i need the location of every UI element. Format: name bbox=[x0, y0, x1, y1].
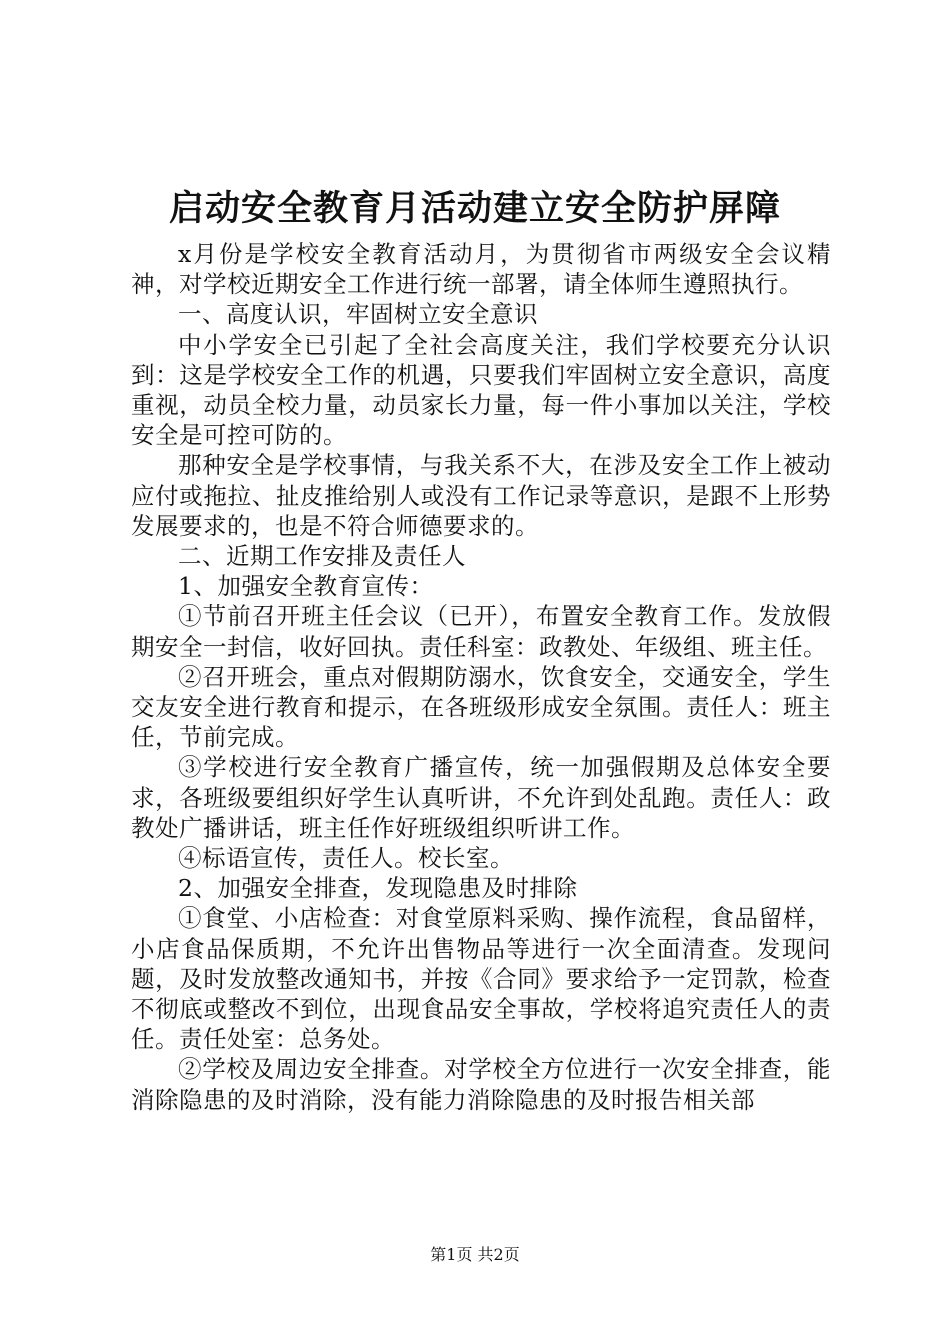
document-title: 启动安全教育月活动建立安全防护屏障 bbox=[168, 188, 781, 229]
list-item: ②学校及周边安全排查。对学校全方位进行一次安全排查，能消除隐患的及时消除，没有能力消除隐患的及时报告相关部 bbox=[131, 1055, 831, 1114]
page-footer: 第1页 共2页 bbox=[430, 1245, 520, 1264]
subsection-heading: 1、加强安全教育宣传： bbox=[178, 572, 434, 601]
section-heading: 二、近期工作安排及责任人 bbox=[178, 542, 466, 571]
paragraph: 那种安全是学校事情，与我关系不大，在涉及安全工作上被动应付或拖拉、扯皮推给别人或没有工作记录等意识，是跟不上形势发展要求的，也是不符合师德要求的。 bbox=[131, 451, 831, 540]
list-item: ①食堂、小店检查：对食堂原料采购、操作流程，食品留样，小店食品保质期，不允许出售物品等进行一次全面清查。发现问题，及时发放整改通知书，并按《合同》要求给予一定罚款，检查不彻底或整改不到位，出现食品安全事故，学校将追究责任人的责任。责任处室：总务处。 bbox=[131, 904, 831, 1054]
list-item: ④标语宣传，责任人。校长室。 bbox=[178, 844, 514, 873]
paragraph: x月份是学校安全教育活动月，为贯彻省市两级安全会议精神，对学校近期安全工作进行统一部署，请全体师生遵照执行。 bbox=[131, 240, 831, 299]
subsection-heading: 2、加强安全排查，发现隐患及时排除 bbox=[178, 874, 578, 903]
document-body bbox=[131, 239, 831, 1115]
list-item: ③学校进行安全教育广播宣传，统一加强假期及总体安全要求，各班级要组织好学生认真听讲，不允许到处乱跑。责任人：政教处广播讲话，班主任作好班级组织听讲工作。 bbox=[131, 753, 831, 842]
section-heading: 一、高度认识，牢固树立安全意识 bbox=[178, 300, 538, 329]
list-item: ①节前召开班主任会议（已开），布置安全教育工作。发放假期安全一封信，收好回执。责任科室：政教处、年级组、班主任。 bbox=[131, 602, 831, 661]
list-item: ②召开班会，重点对假期防溺水，饮食安全，交通安全，学生交友安全进行教育和提示，在各班级形成安全氛围。责任人：班主任，节前完成。 bbox=[131, 662, 831, 752]
paragraph: 中小学安全已引起了全社会高度关注，我们学校要充分认识到：这是学校安全工作的机遇，只要我们牢固树立安全意识，高度重视，动员全校力量，动员家长力量，每一件小事加以关注，学校安全是可控可防的。 bbox=[131, 330, 831, 450]
